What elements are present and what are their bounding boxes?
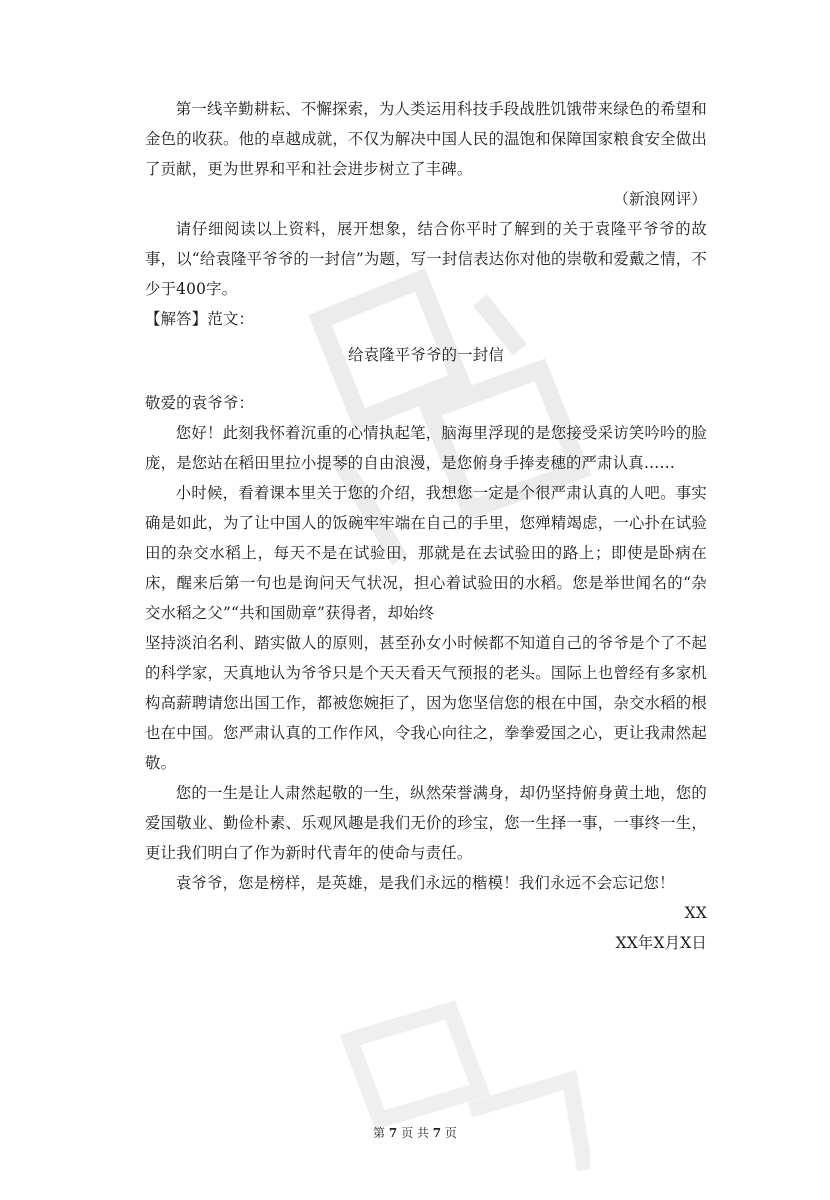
letter-signature: XX [684, 904, 707, 922]
page-prefix: 第 [373, 1126, 386, 1140]
letter-paragraph: 您好！此刻我怀着沉重的心情执起笔，脑海里浮现的是您接受采访笑吟吟的脸庞，是您站在稻田里拉小提琴的自由浪漫，是您俯身手捧麦穗的严肃认真…… [145, 424, 707, 472]
page-middle: 页 共 [401, 1126, 429, 1140]
document-body [145, 94, 707, 958]
answer-label: 【解答】范文： [145, 310, 255, 328]
page-suffix: 页 [444, 1126, 457, 1140]
page-number: 7 [388, 1126, 398, 1140]
total-pages: 7 [432, 1126, 442, 1140]
letter-date: XX年X月X日 [615, 934, 707, 952]
letter-paragraph: 小时候，看着课本里关于您的介绍，我想您一定是个很严肃认真的人吧。事实确是如此，为了让中国人的饭碗牢牢端在自己的手里，您殚精竭虑，一心扑在试验田的杂交水稻上，每天不是在试验田，那就是在去试验田的路上；即使是卧病在床，醒来后第一句也是询问天气状况，担心着试验田的水稻。您是举世闻名的“杂交水稻之父”“共和国勋章”获得者，却始终 [145, 484, 707, 622]
letter-paragraph: 袁爷爷，您是榜样，是英雄，是我们永远的楷模！我们永远不会忘记您！ [175, 874, 675, 892]
letter-paragraph: 坚持淡泊名利、踏实做人的原则，甚至孙女小时候都不知道自己的爷爷是个了不起的科学家，天真地认为爷爷只是个天天看天气预报的老头。国际上也曾经有多家机构高薪聘请您出国工作，都被您婉拒了，因为您坚信您的根在中国，杂交水稻的根也在中国。您严肃认真的工作作风，令我心向往之，拳拳爱国之心，更让我肃然起敬。 [145, 634, 707, 772]
letter-salutation: 敬爱的袁爷爷： [145, 394, 255, 412]
letter-title: 给袁隆平爷爷的一封信 [348, 346, 504, 364]
intro-paragraph: 第一线辛勤耕耘、不懈探索，为人类运用科技手段战胜饥饿带来绿色的希望和金色的收获。他的卓越成就，不仅为解决中国人民的温饱和保障国家粮食安全做出了贡献，更为世界和平和社会进步树立了丰碑。 [145, 100, 707, 178]
page-footer [0, 1124, 830, 1141]
letter-paragraph: 您的一生是让人肃然起敬的一生，纵然荣誉满身，却仍坚持俯身黄土地，您的爱国敬业、勤俭朴素、乐观风趣是我们无价的珍宝，您一生择一事，一事终一生，更让我们明白了作为新时代青年的使命与责任。 [145, 784, 707, 862]
writing-prompt: 请仔细阅读以上资料，展开想象，结合你平时了解到的关于袁隆平爷爷的故事，以“给袁隆平爷爷的一封信”为题，写一封信表达你对他的崇敬和爱戴之情，不少于400字。 [145, 220, 707, 298]
source-citation: （新浪网评） [613, 190, 707, 208]
watermark-icon [330, 1000, 590, 1200]
